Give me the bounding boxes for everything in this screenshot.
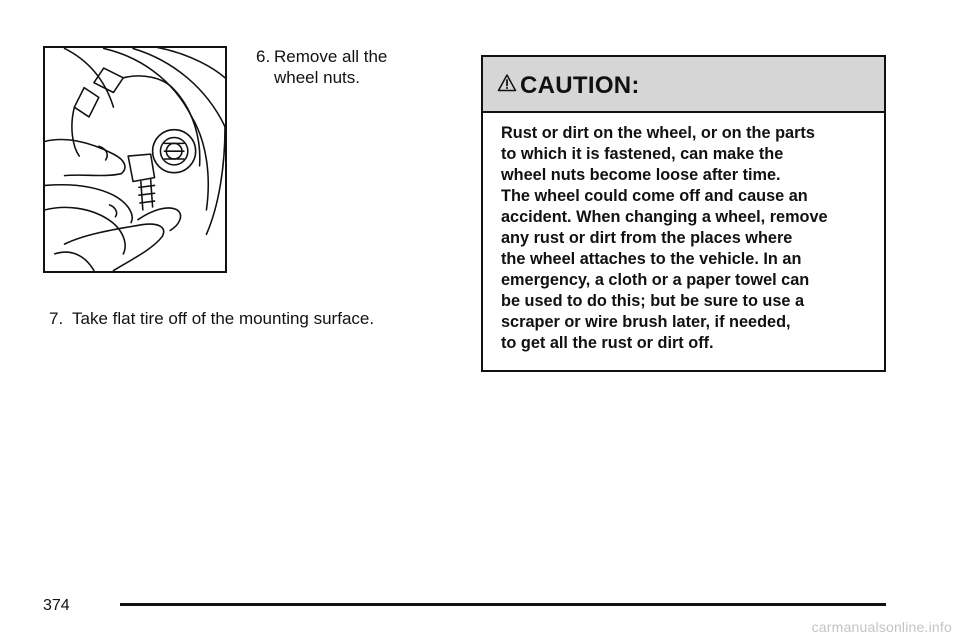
caution-header: [483, 57, 884, 113]
caution-line: scraper or wire brush later, if needed,: [501, 313, 791, 331]
caution-line: The wheel could come off and cause an: [501, 187, 808, 205]
step-number: 6.: [256, 47, 271, 66]
step-7: [49, 308, 449, 329]
watermark: carmanualsonline.info: [811, 619, 952, 635]
wheel-nut-removal-illustration: [43, 46, 227, 273]
step-text: Remove all the wheel nuts.: [274, 47, 388, 87]
footer-rule: [120, 603, 886, 606]
caution-line: accident. When changing a wheel, remove: [501, 208, 828, 226]
caution-line: Rust or dirt on the wheel, or on the parts: [501, 124, 815, 142]
page-number: 374: [43, 597, 70, 614]
caution-body: [483, 113, 884, 354]
step-6: [256, 46, 446, 88]
caution-title: CAUTION:: [520, 72, 640, 99]
caution-line: emergency, a cloth or a paper towel can: [501, 271, 810, 289]
step-number: 7.: [49, 309, 64, 328]
caution-line: wheel nuts become loose after time.: [501, 166, 781, 184]
caution-line: to which it is fastened, can make the: [501, 145, 784, 163]
caution-line: to get all the rust or dirt off.: [501, 334, 714, 352]
caution-line: any rust or dirt from the places where: [501, 229, 793, 247]
warning-triangle-icon: [497, 73, 517, 93]
step-text: Take flat tire off of the mounting surface.: [72, 309, 375, 328]
caution-line: the wheel attaches to the vehicle. In an: [501, 250, 802, 268]
caution-line: be used to do this; but be sure to use a: [501, 292, 805, 310]
caution-box: [481, 55, 886, 372]
